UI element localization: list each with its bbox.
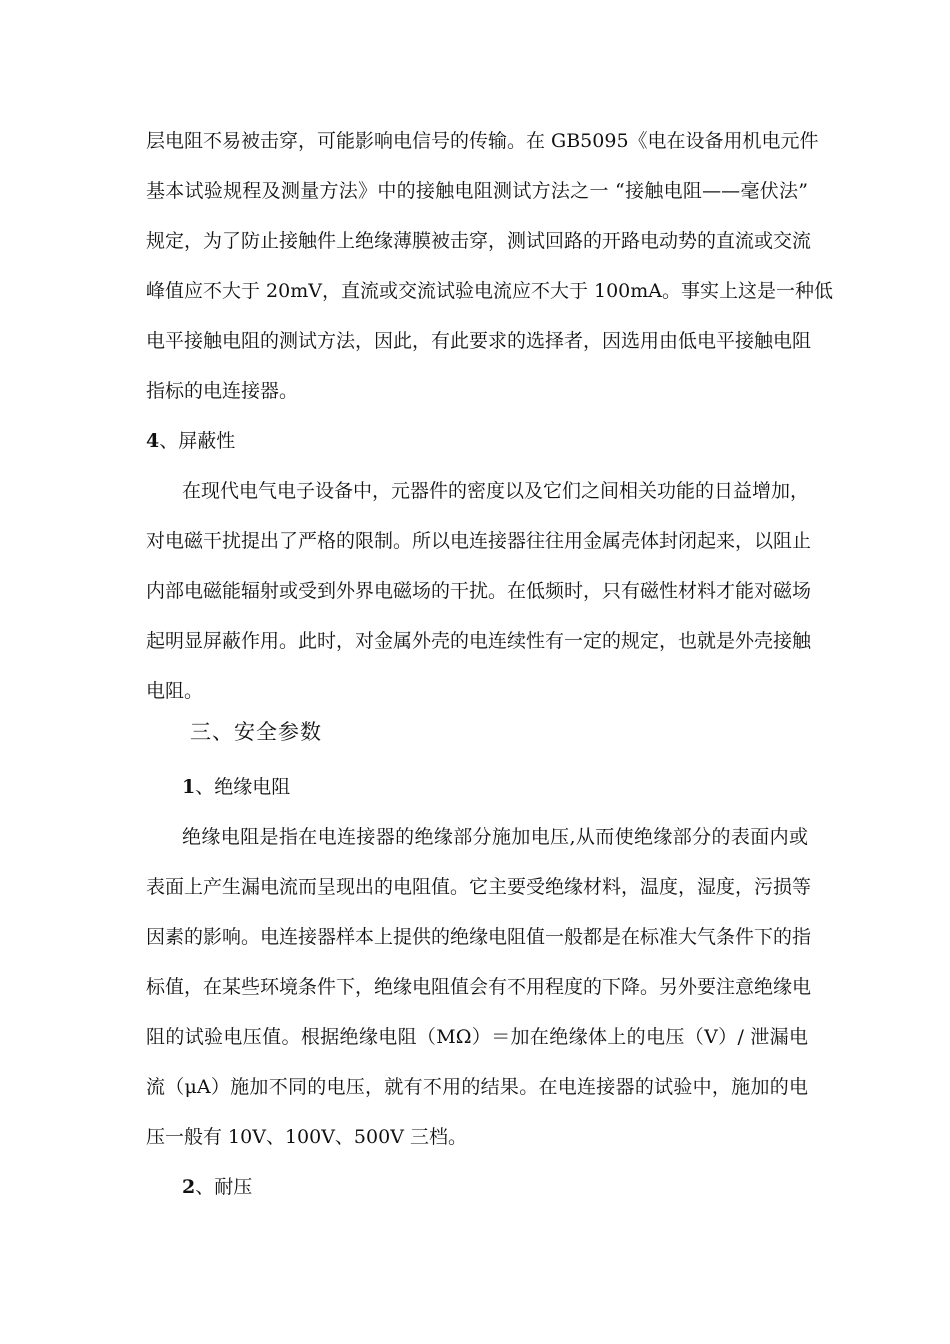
paragraph-line: 起明显屏蔽作用。此时，对金属外壳的电连续性有一定的规定，也就是外壳接触 [146,630,812,652]
paragraph-line: 标值，在某些环境条件下，绝缘电阻值会有不用程度的下降。另外要注意绝缘电 [146,976,812,998]
paragraph-line: 指标的电连接器。 [146,380,299,402]
paragraph-line: 基本试验规程及测量方法》中的接触电阻测试方法之一 “接触电阻——毫伏法” [146,180,808,202]
heading-number: 4 [146,430,160,452]
heading-text: 、屏蔽性 [159,430,236,452]
paragraph-line: 内部电磁能辐射或受到外界电磁场的干扰。在低频时，只有磁性材料才能对磁场 [146,580,812,602]
heading-number: 1 [182,776,196,798]
subsection-heading-insulation [182,774,808,800]
heading-text: 、耐压 [195,1176,253,1198]
paragraph-line: 因素的影响。电连接器样本上提供的绝缘电阻值一般都是在标准大气条件下的指 [146,926,812,948]
subsection-heading-shielding [146,428,808,454]
paragraph-line: 在现代电气电子设备中，元器件的密度以及它们之间相关功能的日益增加， [182,480,810,502]
paragraph-line: 规定，为了防止接触件上绝缘薄膜被击穿，测试回路的开路电动势的直流或交流 [146,230,812,252]
heading-text: 、绝缘电阻 [195,776,291,798]
paragraph-line: 层电阻不易被击穿，可能影响电信号的传输。在 GB5095《电在设备用机电元件 [146,130,819,152]
paragraph-line: 峰值应不大于 20mV，直流或交流试验电流应不大于 100mA。事实上这是一种低 [146,280,833,302]
heading-number: 2 [182,1176,196,1198]
paragraph-line: 压一般有 10V、100V、500V 三档。 [146,1126,467,1148]
paragraph-line: 表面上产生漏电流而呈现出的电阻值。它主要受绝缘材料，温度，湿度，污损等 [146,876,812,898]
section-heading: 三、安全参数 [190,720,322,744]
paragraph-line: 电平接触电阻的测试方法，因此，有此要求的选择者，因选用由低电平接触电阻 [146,330,812,352]
paragraph-line: 电阻。 [146,680,204,702]
paragraph-line: 流（μA）施加不同的电压，就有不用的结果。在电连接器的试验中，施加的电 [146,1076,808,1098]
subsection-heading-withstand-voltage [182,1174,808,1200]
paragraph-line: 绝缘电阻是指在电连接器的绝缘部分施加电压,从而使绝缘部分的表面内或 [182,826,808,848]
paragraph-line: 对电磁干扰提出了严格的限制。所以电连接器往往用金属壳体封闭起来，以阻止 [146,530,812,552]
paragraph-line: 阻的试验电压值。根据绝缘电阻（MΩ）＝加在绝缘体上的电压（V）/ 泄漏电 [146,1026,808,1048]
